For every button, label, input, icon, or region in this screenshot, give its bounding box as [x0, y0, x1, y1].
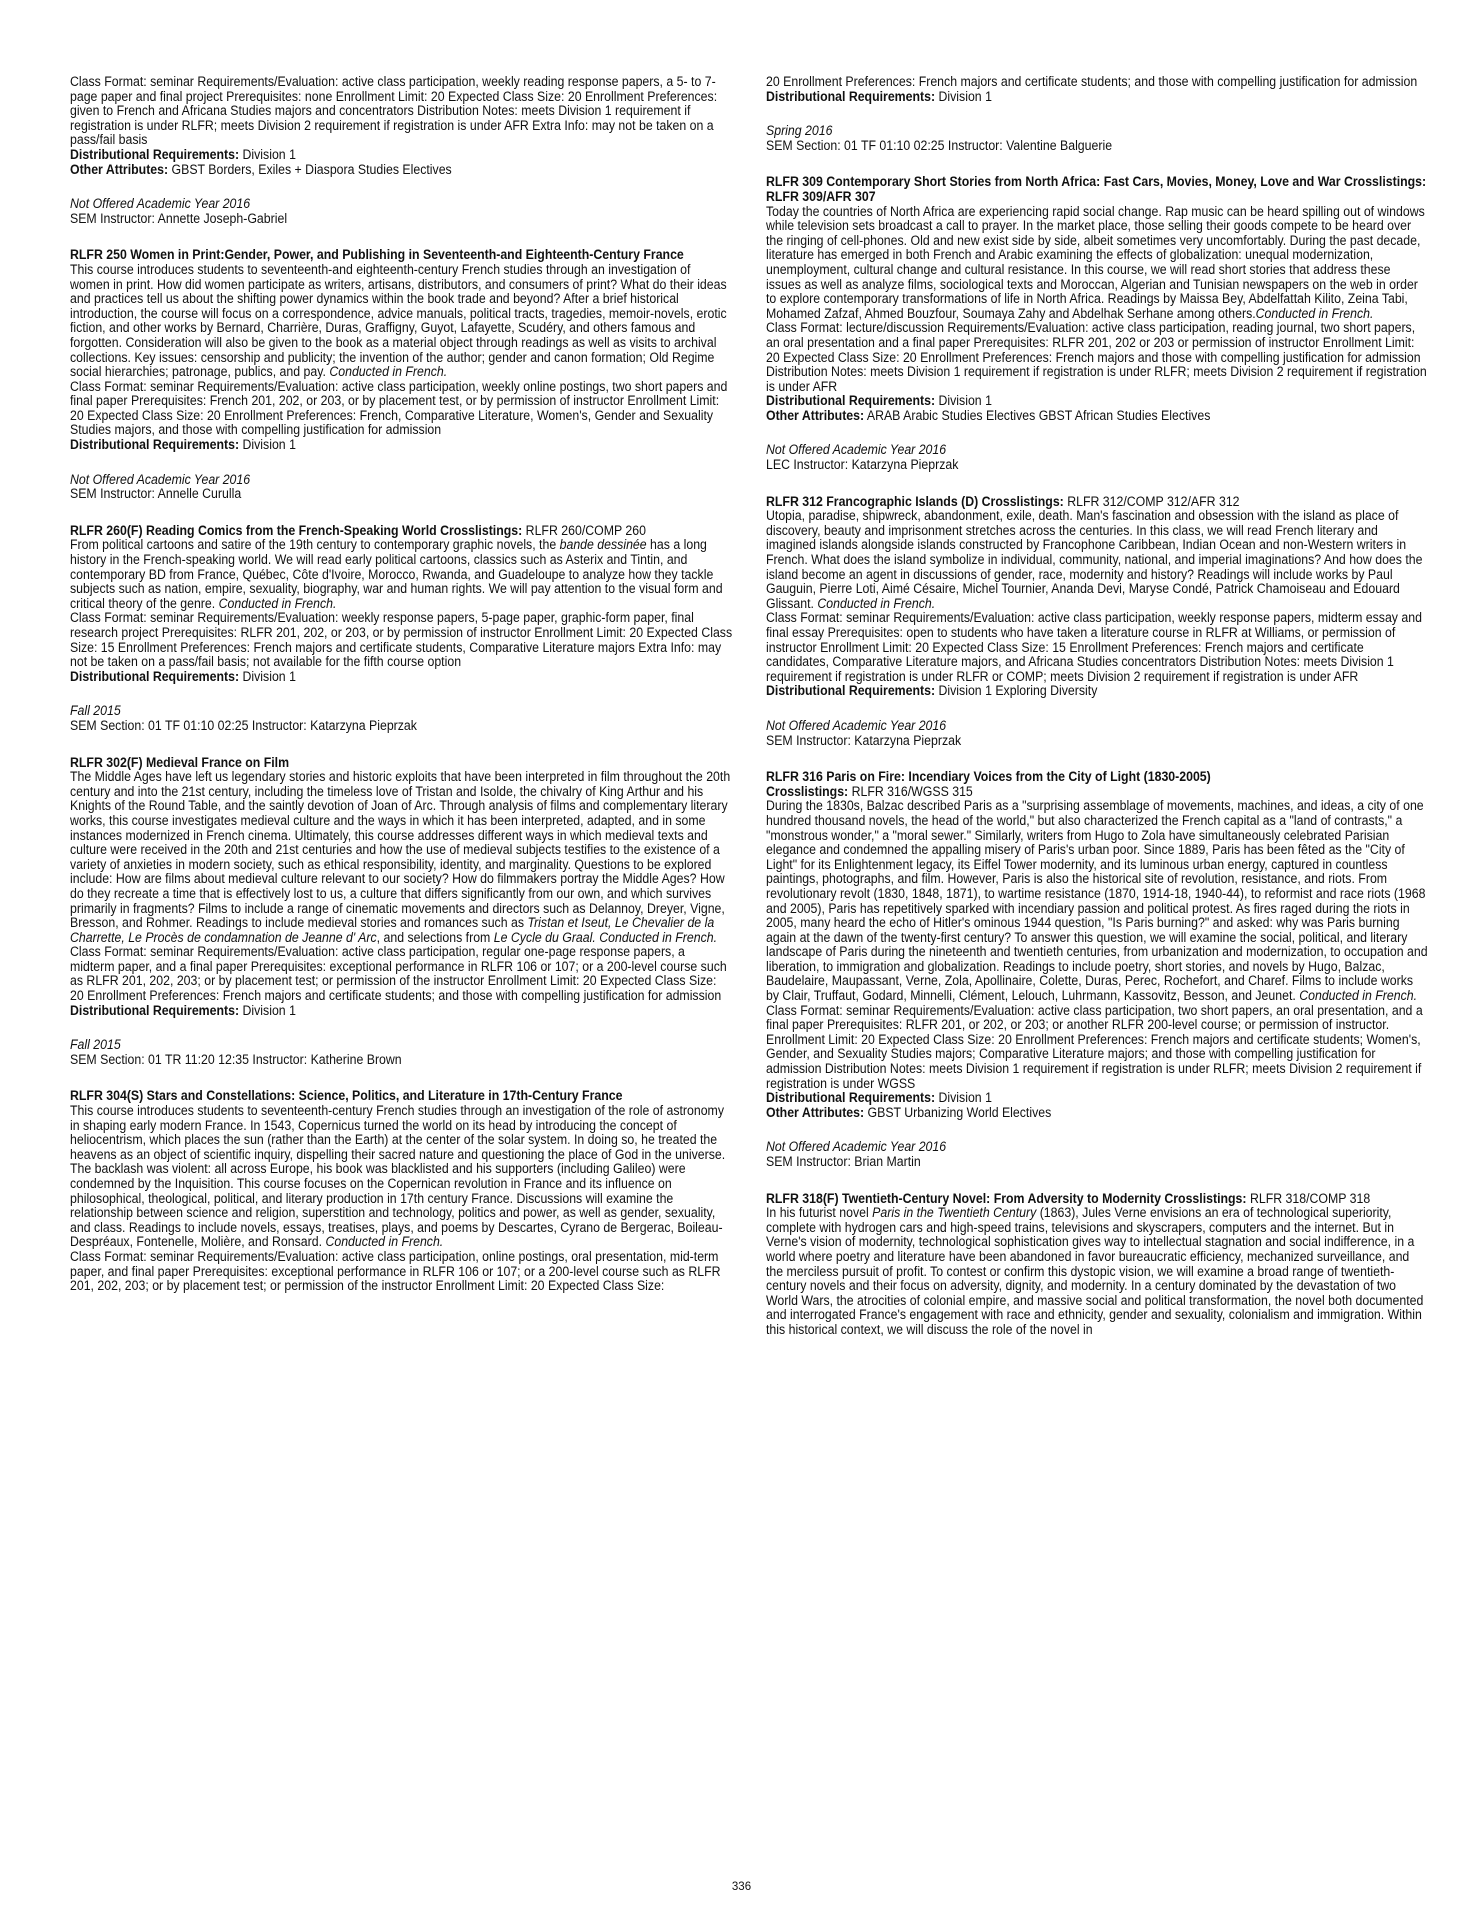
class-format: Class Format: seminar Requirements/Evaluation: active class participation, online postings, oral presentation, mid-term paper, and final paper Prerequisites: exceptional performance in RLFR 106 or 107; or a 200-level course such as RLFR 201, 202, 203; or by placement test; or permission of the instructor Enrollment Limit: 20 Expected Class Size:: [70, 1248, 721, 1294]
course-rlfr-318: [766, 1192, 1428, 1338]
distributional-requirements: Distributional Requirements: Division 1: [70, 437, 296, 453]
class-format: Class Format: seminar Requirements/Evaluation: active class participation, weekly reading response papers, a 5- to 7-page paper and final project Prerequisites: none Enrollment Limit: 20 Expected Class Size: 20 Enrollment Preferences: given to French and Africana Studies majors and concentrators Distribution Notes: meets Division 1 requirement if registration is under RLFR; meets Division 2 requirement if registration is under AFR Extra Info: may not be taken on a pass/fail basis: [70, 74, 718, 148]
course-title: RLFR 316 Paris on Fire: Incendiary Voices from the City of Light (1830-2005): [766, 769, 1211, 785]
course-rlfr-302: [70, 756, 732, 1068]
distributional-requirements: Distributional Requirements: Division 1: [70, 1002, 296, 1018]
class-format: Class Format: seminar Requirements/Evaluation: weekly response papers, 5-page paper, graphic-form paper, final research project Prerequisites: RLFR 201, 202, or 203, or by permission of instructor Enrollment Limit: 20 Expected Class Size: 15 Enrollment Preferences: French majors and certificate students, Comparative Literature majors Extra Info: may not be taken on a pass/fail basis; not available for the fifth course option: [70, 610, 733, 670]
section-instructor: LEC Instructor: Katarzyna Pieprzak: [766, 457, 959, 473]
course-continued-top: [70, 75, 732, 226]
term: Spring 2016: [766, 123, 833, 139]
offering: [70, 197, 732, 226]
course-title: RLFR 260(F) Reading Comics from the French-Speaking World Crosslistings: RLFR 260/COMP 260: [70, 522, 646, 538]
distributional-requirements: Distributional Requirements: Division 1 Exploring Diversity: [766, 683, 1098, 699]
course-description: Utopia, paradise, shipwreck, abandonment, exile, death. Man's fascination and obsession with the island as place of discovery, beauty and imprisonment stretches across the centuries. In this class, we will read French literary and imagined islands alongside islands constructed by Francophone Caribbean, Indian Ocean and non-Western writers in French. What does the island symbolize in individual, community, national, and imperial imaginations? And how does the island become an agent in discussions of gender, race, modernity and history? Readings will include works by Paul Gauguin, Pierre Loti, Aimé Césaire, Michel Tournier, Ananda Devi, Maryse Condé, Patrick Chamoiseau and Edouard Glissant. Conducted in French.: [766, 508, 1423, 611]
term: Fall 2015: [70, 1037, 121, 1053]
course-title: RLFR 318(F) Twentieth-Century Novel: From Adversity to Modernity Crosslistings: RLFR 318/COMP 318: [766, 1190, 1371, 1206]
course-title: RLFR 304(S) Stars and Constellations: Science, Politics, and Literature in 17th-Century France: [70, 1088, 623, 1104]
course-description: This course introduces students to seventeenth-and eighteenth-century French studies through an investigation of women in print. How did women participate as writers, artisans, distributors, and consumers of print? What do their ideas and practices tell us about the shifting power dynamics within the book trade and beyond? After a brief historical introduction, the course will focus on a correspondence, advice manuals, political tracts, tragedies, memoir-novels, erotic fiction, and other works by Bernard, Charrière, Duras, Graffigny, Guyot, Lafayette, Scudéry, and others famous and forgotten. Consideration will also be given to the book as a material object through readings as well as visits to archival collections. Key issues: censorship and publicity; the invention of the author; gender and canon formation; Old Regime social hierarchies; patronage, publics, and pay. Conducted in French.: [70, 261, 727, 380]
course-title: RLFR 250 Women in Print:Gender, Power, and Publishing in Seventeenth-and Eighteenth-Century France: [70, 247, 684, 263]
right-column: [766, 75, 1428, 1358]
left-column: [70, 75, 732, 1314]
offering: [70, 1038, 732, 1067]
course-rlfr-316: [766, 770, 1428, 1169]
class-format: 20 Enrollment Preferences: French majors and certificate students; and those with compelling justification for admission: [766, 74, 1418, 89]
distributional-requirements: Distributional Requirements: Division 1: [766, 393, 992, 409]
course-description: From political cartoons and satire of the 19th century to contemporary graphic novels, the bande dessinée has a long history in the French-speaking world. We will read early political cartoons, classics such as Asterix and Tintin, and contemporary BD from France, Québec, Côte d'Ivoire, Morocco, Rwanda, and Guadeloupe to analyze how they tackle subjects such as nation, empire, sexuality, biography, war and human rights. We will pay attention to the visual form and critical theory of the genre. Conducted in French.: [70, 537, 723, 611]
term: Not Offered Academic Year 2016: [70, 196, 251, 212]
section-instructor: SEM Instructor: Annette Joseph-Gabriel: [70, 210, 288, 226]
course-rlfr-312: [766, 495, 1428, 749]
term: Not Offered Academic Year 2016: [766, 717, 947, 733]
course-rlfr-250: [70, 248, 732, 502]
distributional-requirements: Distributional Requirements: Division 1: [766, 1090, 992, 1106]
section-instructor: SEM Section: 01 TR 11:20 12:35 Instructor: Katherine Brown: [70, 1051, 402, 1067]
term: Not Offered Academic Year 2016: [766, 1139, 947, 1155]
term: Not Offered Academic Year 2016: [766, 442, 947, 458]
course-title: RLFR 312 Francographic Islands (D) Crosslistings: RLFR 312/COMP 312/AFR 312: [766, 493, 1240, 509]
course-rlfr-309: [766, 175, 1428, 472]
course-title: RLFR 309 Contemporary Short Stories from North Africa: Fast Cars, Movies, Money, Love and War Crosslistings: RLFR 309/AFR 307: [766, 174, 1427, 204]
section-instructor: SEM Section: 01 TF 01:10 02:25 Instructor: Katarzyna Pieprzak: [70, 717, 417, 733]
class-format: Class Format: seminar Requirements/Evaluation: active class participation, weekly response papers, midterm essay and final essay Prerequisites: open to students who have taken a literature course in RLFR at Williams, or permission of instructor Enrollment Limit: 20 Expected Class Size: 15 Enrollment Preferences: French majors and certificate candidates, Comparative Literature majors, and Africana Studies concentrators Distribution Notes: meets Division 1 requirement if registration is under RLFR or COMP; meets Division 2 requirement if registration is under AFR: [766, 610, 1422, 684]
course-description: During the 1830s, Balzac described Paris as a "surprising assemblage of movements, machines, and ideas, a city of one hundred thousand novels, the head of the world," but also characterized the French capital as a "land of contrasts," a "monstrous wonder," a "moral sewer." Similarly, writers from Hugo to Zola have simultaneously celebrated Parisian elegance and condemned the appalling misery of Paris's urban poor. Since 1889, Paris has been fêted as the "City of Light" for its Enlightenment legacy, its Eiffel Tower modernity, and its luminous urban energy, captured in countless paintings, photographs, and film. However, Paris is also the historical site of revolution, resistance, and riots. From revolutionary revolt (1830, 1848, 1871), to wartime resistance (1870, 1914-18, 1940-44), to reformist and race riots (1968 and 2005), Paris has repetitively sparked with incendiary passion and political protest. As fires raged during the riots in 2005, many heard the echo of Hitler's ominous 1944 question, "Is Paris burning?" and asked: why was Paris burning again at the dawn of the twenty-first century? To answer this question, we will examine the social, political, and literary landscape of Paris during the nineteenth and twentieth centuries, from urbanization and modernization, to occupation and liberation, to immigration and globalization. Readings to include poetry, short stories, and novels by Hugo, Balzac, Baudelaire, Maupassant, Verne, Zola, Apollinaire, Colette, Duras, Perec, Rochefort, and Charef. Films to include works by Clair, Truffaut, Godard, Minnelli, Clément, Lelouch, Luhrmann, Kassovitz, Besson, and Jeunet. Conducted in French.: [766, 798, 1428, 1004]
course-description: Today the countries of North Africa are experiencing rapid social change. Rap music can be heard spilling out of windows while television sets broadcast a call to prayer. In the market place, those selling their goods compete to be heard over the ringing of cell-phones. Old and new exist side by side, albeit sometimes very uncomfortably. During the past decade, literature has emerged in both French and Arabic examining the effects of globalization: unequal modernization, unemployment, cultural change and cultural resistance. In this course, we will read short stories that address these issues as well as analyze films, sociological texts and Moroccan, Algerian and Tunisian newspapers on the web in order to explore contemporary transformations of life in North Africa. Readings by Maissa Bey, Abdelfattah Kilito, Zeina Tabi, Mohamed Zafzaf, Ahmed Bouzfour, Soumaya Zahy and Abdelhak Serhane among others.Conducted in French.: [766, 203, 1425, 321]
other-attributes: Other Attributes: GBST Urbanizing World Electives: [766, 1104, 1052, 1120]
class-format: Class Format: seminar Requirements/Evaluation: active class participation, weekly online postings, two short papers and final paper Prerequisites: French 201, 202, or 203, or by placement test, or by permission of instructor Enrollment Limit: 20 Expected Class Size: 20 Enrollment Preferences: French, Comparative Literature, Women's, Gender and Sexuality Studies majors, and those with compelling justification for admission: [70, 378, 728, 438]
other-attributes: Other Attributes: GBST Borders, Exiles + Diaspora Studies Electives: [70, 161, 452, 177]
offering: [766, 443, 1428, 472]
section-instructor: SEM Section: 01 TF 01:10 02:25 Instructor: Valentine Balguerie: [766, 137, 1113, 153]
section-instructor: SEM Instructor: Katarzyna Pieprzak: [766, 732, 962, 748]
course-description: The Middle Ages have left us legendary stories and historic exploits that have been interpreted in film throughout the 20th century and into the 21st century, including the timeless love of Tristan and Isolde, the chivalry of King Arthur and his Knights of the Round Table, and the saintly devotion of Joan of Arc. Through analysis of films and complementary literary works, this course investigates medieval culture and the ways in which it has been interpreted, adapted, and in some instances modernized in French cinema. Ultimately, this course addresses different ways in which medieval texts and culture were received in the 20th and 21st centuries and how the use of medieval subjects testifies to the existence of a variety of anxieties in modern society, such as ethical responsibility, identity, and marginality. Questions to be explored include: How are films about medieval culture relevant to our society? How do filmmakers portray the Middle Ages? How do they recreate a time that is effectively lost to us, a culture that differs significantly from our own, and which survives primarily in fragments? Films to include a range of cinematic movements and directors such as Delannoy, Dreyer, Vigne, Bresson, and Rohmer. Readings to include medieval stories and romances such as Tristan et Iseut, Le Chevalier de la Charrette, Le Procès de condamnation de Jeanne d' Arc, and selections from Le Cycle du Graal. Conducted in French.: [70, 769, 731, 945]
class-format: Class Format: seminar Requirements/Evaluation: active class participation, two short papers, an oral presentation, and a final paper Prerequisites: RLFR 201, or 202, or 203; or another RLFR 200-level course; or permission of instructor. Enrollment Limit: 20 Expected Class Size: 20 Enrollment Preferences: French majors and certificate students; Women's, Gender, and Sexuality Studies majors; Comparative Literature majors; and those with compelling justification for admission Distribution Notes: meets Division 1 requirement if registration is under RLFR; meets Division 2 requirement if registration is under WGSS: [766, 1002, 1423, 1091]
course-title: RLFR 302(F) Medieval France on Film: [70, 754, 290, 770]
offering: [70, 473, 732, 502]
course-crosslistings: Crosslistings: RLFR 316/WGSS 315: [766, 783, 973, 799]
distributional-requirements: Distributional Requirements: Division 1: [70, 668, 296, 684]
offering: [70, 704, 732, 733]
offering: [766, 1140, 1428, 1169]
offering: [766, 719, 1428, 748]
course-description: This course introduces students to seventeenth-century French studies through an investigation of the role of astronomy in shaping early modern France. In 1543, Copernicus turned the world on its head by introducing the concept of heliocentrism, which places the sun (rather than the Earth) at the center of the solar system. In doing so, he treated the heavens as an object of scientific inquiry, dispelling their sacred nature and questioning the place of God in the universe. The backlash was violent: all across Europe, his book was blacklisted and his supporters (including Galileo) were condemned by the Inquisition. This course focuses on the Copernican revolution in France and its influence on philosophical, theological, political, and literary production in 17th century France. Discussions will examine the relationship between science and religion, superstition and technology, politics and power, as well as gender, sexuality, and class. Readings to include novels, essays, treatises, plays, and poems by Descartes, Cyrano de Bergerac, Boileau-Despréaux, Fontenelle, Molière, and Ronsard. Conducted in French.: [70, 1103, 726, 1250]
term: Not Offered Academic Year 2016: [70, 471, 251, 487]
course-rlfr-304: [70, 1089, 732, 1293]
offering: [766, 124, 1428, 153]
other-attributes: Other Attributes: ARAB Arabic Studies Electives GBST African Studies Electives: [766, 407, 1211, 423]
section-instructor: SEM Instructor: Brian Martin: [766, 1154, 921, 1169]
distributional-requirements: Distributional Requirements: Division 1: [70, 146, 296, 162]
term: Fall 2015: [70, 703, 121, 719]
course-rlfr-260: [70, 524, 732, 734]
section-instructor: SEM Instructor: Annelle Curulla: [70, 486, 242, 502]
course-rlfr-304-continued: [766, 75, 1428, 153]
page-number: 336: [731, 1881, 752, 1893]
class-format: Class Format: lecture/discussion Requirements/Evaluation: active class participation, reading journal, two short papers, an oral presentation and a final paper Prerequisites: RLFR 201, 202 or 203 or permission of instructor Enrollment Limit: 20 Expected Class Size: 20 Enrollment Preferences: French majors and those with compelling justification for admission Distribution Notes: meets Division 1 requirement if registration is under RLFR; meets Division 2 requirement if registration is under AFR: [766, 320, 1427, 394]
class-format: Class Format: seminar Requirements/Evaluation: active class participation, regular one-page response papers, a midterm paper, and a final paper Prerequisites: exceptional performance in RLFR 106 or 107; or a 200-level course such as RLFR 201, 202, 203; or by placement test; or permission of the instructor Enrollment Limit: 20 Expected Class Size: 20 Enrollment Preferences: French majors and certificate students; and those with compelling justification for admission: [70, 944, 727, 1004]
distributional-requirements: Distributional Requirements: Division 1: [766, 88, 992, 104]
course-description: In his futurist novel Paris in the Twentieth Century (1863), Jules Verne envisions an era of technological superiority, complete with hydrogen cars and high-speed trains, televisions and skyscrapers, computers and the internet. But in Verne's vision of modernity, technological sophistication gives way to intellectual stagnation and social indifference, in a world where poetry and literature have been abandoned in favor bureaucratic efficiency, mechanized surveillance, and the merciless pursuit of profit. To contest or confirm this dystopic vision, we will examine a broad range of twentieth-century novels and their focus on adversity, dignity, and modernity. In a century dominated by the devastation of two World Wars, the atrocities of colonial empire, and massive social and political transformation, the novel both documented and interrogated France's engagement with race and ethnicity, gender and sexuality, colonialism and immigration. Within this historical context, we will discuss the role of the novel in: [766, 1205, 1424, 1337]
